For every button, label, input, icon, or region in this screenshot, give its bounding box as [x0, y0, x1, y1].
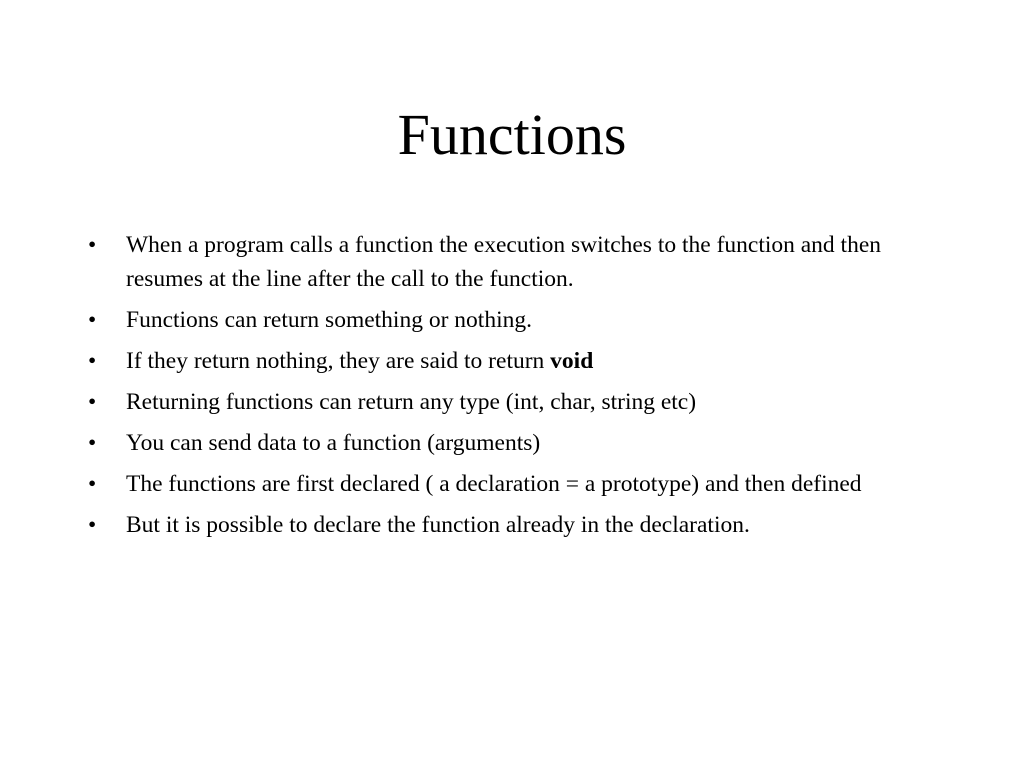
- bullet-text: If they return nothing, they are said to return: [126, 348, 551, 374]
- bullet-text: You can send data to a function (arguments): [126, 430, 541, 456]
- bullet-list: [88, 228, 948, 549]
- bullet-icon: •: [88, 430, 97, 456]
- bullet-icon: •: [88, 389, 97, 415]
- bullet-icon: •: [88, 512, 97, 538]
- bullet-item: [88, 508, 948, 542]
- bullet-item: [88, 467, 948, 501]
- bullet-text: But it is possible to declare the function already in the declaration.: [126, 512, 750, 538]
- bullet-bold-text: void: [550, 348, 594, 374]
- bullet-item: [88, 303, 948, 337]
- bullet-text: When a program calls a function the execution switches to the function and then resumes at the line after the call to the function.: [126, 232, 882, 292]
- slide-title: Functions: [397, 102, 627, 167]
- bullet-icon: •: [88, 307, 97, 333]
- bullet-icon: •: [88, 348, 97, 374]
- bullet-text: Functions can return something or nothing.: [126, 307, 532, 333]
- bullet-icon: •: [88, 232, 97, 258]
- bullet-item: [88, 385, 948, 419]
- bullet-text: Returning functions can return any type (int, char, string etc): [126, 389, 697, 415]
- bullet-text: The functions are first declared ( a declaration = a prototype) and then defined: [126, 471, 862, 497]
- bullet-item: [88, 344, 948, 378]
- bullet-item: [88, 228, 948, 296]
- bullet-item: [88, 426, 948, 460]
- bullet-icon: •: [88, 471, 97, 497]
